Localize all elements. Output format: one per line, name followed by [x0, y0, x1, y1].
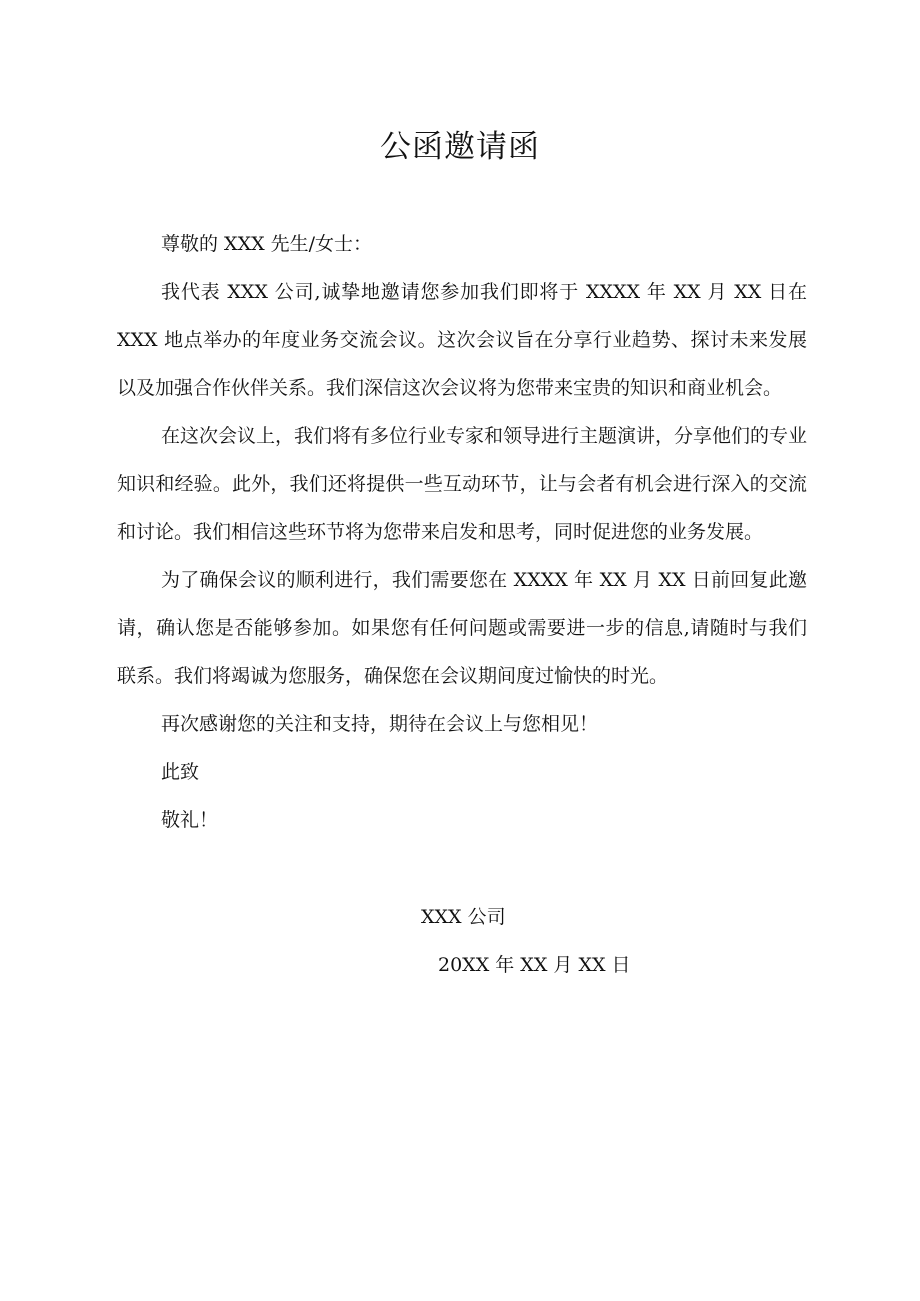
signature-date: 20XX 年 XX 月 XX 日: [438, 954, 631, 976]
signature-company: XXX 公司: [421, 906, 506, 928]
paragraph-2: 在这次会议上，我们将有多位行业专家和领导进行主题演讲，分享他们的专业知识和经验。此外，我们还将提供一些互动环节，让与会者有机会进行深入的交流和讨论。我们相信这些环节将为您带来启发和思考，同时促进您的业务发展。: [117, 425, 808, 543]
paragraph-1: 我代表 XXX 公司,诚挚地邀请您参加我们即将于 XXXX 年 XX 月 XX 日在 XXX 地点举办的年度业务交流会议。这次会议旨在分享行业趋势、探讨未来发展以及加强合作伙伴关系。我们深信这次会议将为您带来宝贵的知识和商业机会。: [117, 281, 807, 399]
closing-line-2: 敬礼！: [161, 809, 219, 831]
letter-body: [117, 220, 807, 844]
closing-line-1: 此致: [161, 761, 200, 783]
salutation: 尊敬的 XXX 先生/女士：: [161, 233, 373, 255]
paragraph-4: 再次感谢您的关注和支持，期待在会议上与您相见！: [161, 713, 599, 735]
page-title: 公函邀请函: [380, 129, 540, 165]
paragraph-3: 为了确保会议的顺利进行，我们需要您在 XXXX 年 XX 月 XX 日前回复此邀请，确认您是否能够参加。如果您有任何问题或需要进一步的信息,请随时与我们联系。我们将竭诚为您服务，确保您在会议期间度过愉快的时光。: [117, 569, 807, 687]
